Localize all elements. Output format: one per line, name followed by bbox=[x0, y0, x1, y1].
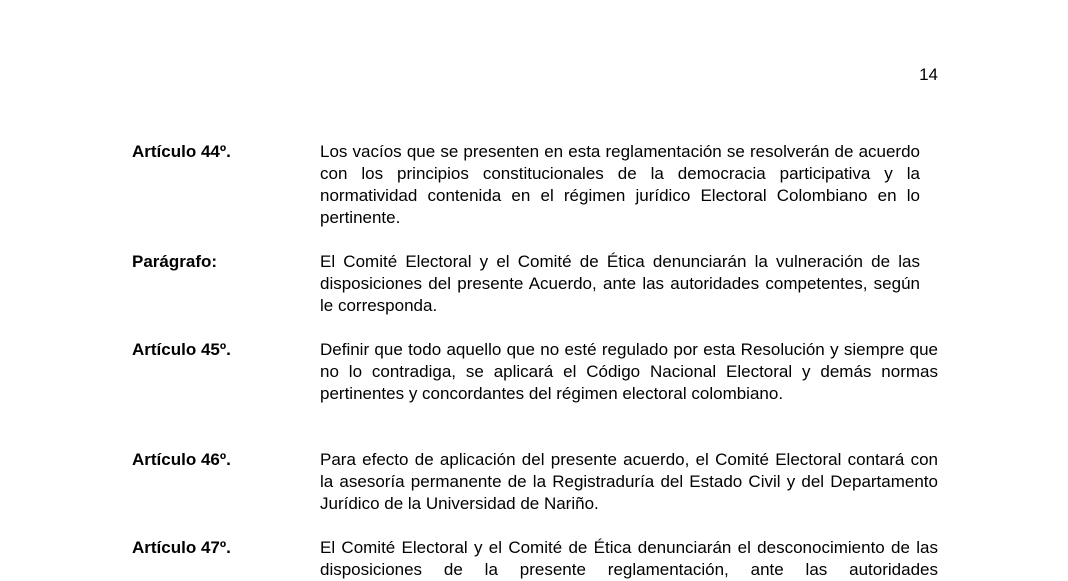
article-text: Los vacíos que se presenten en esta reglamentación se resolverán de acuerdo con los principios constitucionales de la democracia participativa y la normatividad contenida en el régimen jurídico Electoral Colombiano en lo pertinente. bbox=[320, 142, 920, 227]
article-text: El Comité Electoral y el Comité de Ética denunciarán el desconocimiento de las disposiciones de la presente reglamentación, ante las autoridades bbox=[320, 538, 938, 579]
article-label: Artículo 44º. bbox=[132, 142, 231, 161]
article-text: El Comité Electoral y el Comité de Ética denunciarán la vulneración de las disposiciones del presente Acuerdo, ante las autoridades competentes, según le corresponda. bbox=[320, 252, 920, 315]
article-label: Parágrafo: bbox=[132, 252, 218, 271]
page-number: 14 bbox=[919, 65, 938, 84]
article-label: Artículo 47º. bbox=[132, 538, 231, 557]
article-text: Para efecto de aplicación del presente acuerdo, el Comité Electoral contará con la asesoría permanente de la Registraduría del Estado Civil y del Departamento Jurídico de la Universidad de Nariño. bbox=[320, 450, 938, 513]
article-label: Artículo 45º. bbox=[132, 340, 231, 359]
article-text: Definir que todo aquello que no esté regulado por esta Resolución y siempre que no lo contradiga, se aplicará el Código Nacional Electoral y demás normas pertinentes y concordantes del régimen electoral colombiano. bbox=[320, 340, 938, 403]
article-label: Artículo 46º. bbox=[132, 450, 231, 469]
